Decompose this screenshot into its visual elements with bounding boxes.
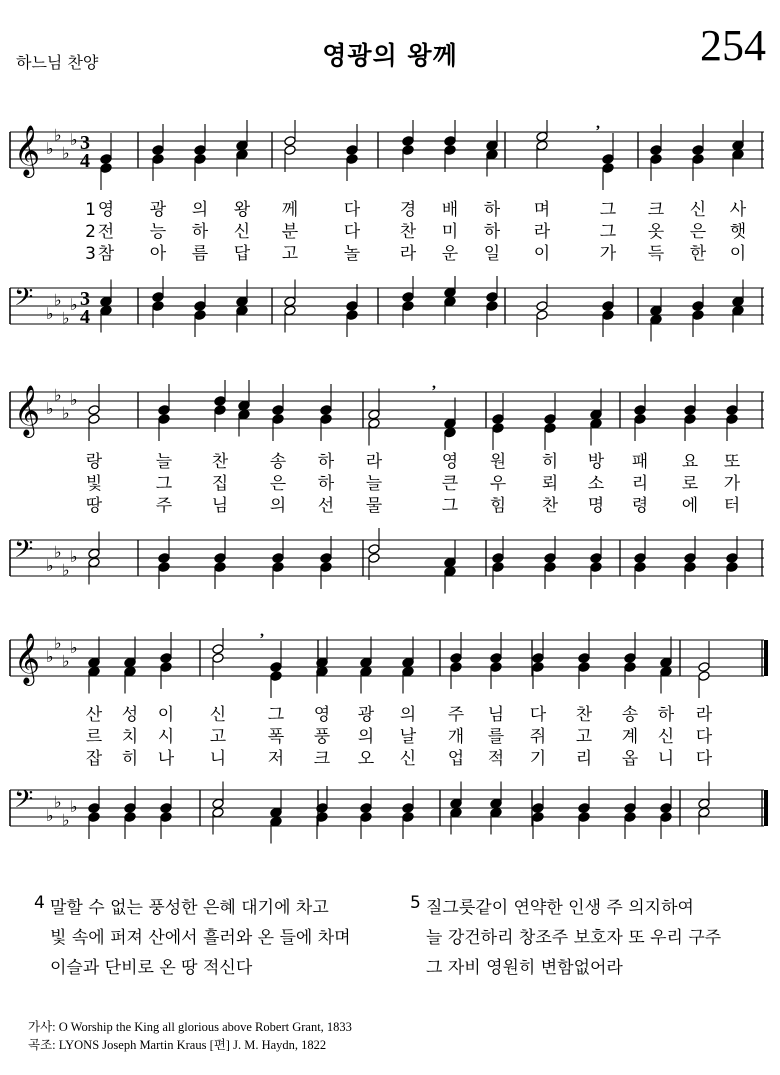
lyric-syllable: 며 [533, 200, 551, 220]
lyric-syllable: 우 [489, 474, 507, 494]
verse-4-number: 4 [34, 893, 45, 913]
lyric-syllable: 가 [723, 474, 741, 494]
lyric-syllable: 의 [399, 705, 417, 725]
lyric-syllable: 나 [157, 749, 175, 769]
note [88, 786, 100, 839]
treble-staff-system-3 [0, 628, 780, 698]
lyric-syllable: 크 [647, 200, 665, 220]
lyrics-system-3-verse-1 [0, 705, 780, 725]
lyric-syllable: 저 [267, 749, 285, 769]
flat-icon: ♭ [70, 797, 78, 816]
note [602, 284, 614, 337]
lyric-syllable: 다 [695, 727, 713, 747]
lyric-syllable: 또 [723, 452, 741, 472]
flat-icon: ♭ [62, 143, 70, 163]
lyric-syllable: 늘 [365, 474, 383, 494]
note [100, 133, 112, 190]
lyric-syllable: 성 [121, 705, 139, 725]
lyric-syllable: 풍 [313, 727, 331, 747]
lyric-syllable: 분 [281, 222, 299, 242]
flat-icon: ♭ [62, 403, 70, 423]
lyric-syllable: 잡 [85, 749, 103, 769]
note [444, 276, 456, 324]
lyric-syllable: 히 [121, 749, 139, 769]
lyric-syllable: 물 [365, 496, 383, 516]
verse-5-line-3: 그 자비 영원히 변함없어라 [426, 958, 623, 978]
verse-5-line-1: 질그릇같이 연약한 인생 주 의지하여 [426, 898, 694, 918]
lyric-syllable: 옷 [647, 222, 665, 242]
lyric-syllable: 배 [441, 200, 459, 220]
lyric-syllable: 미 [441, 222, 459, 242]
lyric-syllable: 오 [357, 749, 375, 769]
lyric-syllable: 송 [621, 705, 639, 725]
note [402, 637, 414, 694]
lyric-syllable: 소 [587, 474, 605, 494]
note [660, 786, 672, 839]
note [214, 536, 226, 589]
note [650, 124, 662, 181]
note [602, 133, 614, 190]
lyric-syllable: 다 [343, 200, 361, 220]
lyric-syllable: 왕 [233, 200, 251, 220]
breath-mark-icon: , [596, 120, 600, 132]
lyric-syllable: 산 [85, 705, 103, 725]
hymn-number: 254 [700, 21, 766, 70]
time-signature-bottom: 4 [80, 306, 90, 328]
lyric-syllable: 하 [191, 222, 209, 242]
time-signature-bottom: 4 [80, 150, 90, 172]
lyric-syllable: 신 [233, 222, 251, 242]
tune-credit: 곡조: LYONS Joseph Martin Kraus [편] J. M. Haydn, 1822 [28, 1038, 327, 1052]
note [578, 786, 590, 839]
lyric-syllable: 령 [631, 496, 649, 516]
note [320, 536, 332, 589]
flat-icon: ♭ [46, 647, 54, 666]
note [346, 124, 358, 181]
lyric-syllable: 원 [489, 452, 507, 472]
bass-staff-system-1 [0, 276, 780, 346]
note [214, 380, 226, 432]
lyric-syllable: 하 [317, 474, 335, 494]
lyric-syllable: 답 [233, 244, 251, 264]
lyric-syllable: 기 [529, 749, 547, 769]
lyric-syllable: 의 [191, 200, 209, 220]
lyric-syllable: 그 [267, 705, 285, 725]
note [590, 389, 602, 446]
note [726, 536, 738, 589]
flat-icon: ♭ [46, 806, 54, 825]
lyric-syllable: 이 [729, 244, 747, 264]
lyric-syllable: 라 [695, 705, 713, 725]
lyric-syllable: 리 [575, 749, 593, 769]
lyrics-system-2-verse-1 [0, 452, 780, 472]
note [160, 786, 172, 839]
lyric-syllable: 치 [121, 727, 139, 747]
lyric-syllable: 주 [447, 705, 465, 725]
note [402, 276, 414, 328]
treble-clef-icon: 𝄞 [14, 633, 41, 684]
lyric-syllable: 하 [483, 222, 501, 242]
bass-staff-system-3 [0, 778, 780, 848]
note [660, 637, 672, 694]
flat-icon: ♭ [54, 792, 62, 812]
lyric-syllable: 크 [313, 749, 331, 769]
lyric-syllable: 라 [365, 452, 383, 472]
hymn-category: 하느님 찬양 [16, 53, 99, 72]
note [360, 786, 372, 839]
flat-icon: ♭ [54, 633, 62, 653]
lyric-syllable: 이 [157, 705, 175, 725]
lyric-syllable: 르 [85, 727, 103, 747]
lyric-syllable: 고 [209, 727, 227, 747]
note [152, 276, 164, 328]
lyric-syllable: 그 [599, 200, 617, 220]
lyric-syllable: 전 [97, 222, 115, 242]
lyric-syllable: 업 [447, 749, 465, 769]
lyric-syllable: 득 [647, 244, 665, 264]
lyric-syllable: 능 [149, 222, 167, 242]
note [536, 120, 548, 168]
lyric-syllable: 신 [209, 705, 227, 725]
lyric-syllable: 한 [689, 244, 707, 264]
note [402, 120, 414, 172]
note [624, 786, 636, 839]
note [532, 786, 544, 839]
bass-clef-icon: 𝄢 [14, 283, 34, 318]
lyric-syllable: 은 [689, 222, 707, 242]
lyric-syllable: 선 [317, 496, 335, 516]
note [634, 536, 646, 589]
hymn-title: 영광의 왕께 [322, 41, 458, 70]
note [368, 528, 380, 580]
note [692, 284, 704, 337]
treble-clef-icon: 𝄞 [14, 385, 41, 436]
lyric-syllable: 터 [723, 496, 741, 516]
lyric-syllable: 라 [533, 222, 551, 242]
note [684, 536, 696, 589]
lyric-syllable: 명 [587, 496, 605, 516]
lyric-syllable: 옵 [621, 749, 639, 769]
lyric-syllable: 찬 [399, 222, 417, 242]
flat-icon: ♭ [70, 390, 78, 409]
lyric-syllable: 하 [657, 705, 675, 725]
note [152, 124, 164, 181]
note [536, 284, 548, 337]
lyric-syllable: 가 [599, 244, 617, 264]
lyric-syllable: 그 [155, 474, 173, 494]
verse-number: 2 [85, 222, 96, 242]
time-signature-top: 3 [80, 132, 90, 154]
note [360, 637, 372, 694]
lyric-syllable: 니 [657, 749, 675, 769]
lyric-syllable: 라 [399, 244, 417, 264]
treble-clef-icon: 𝄞 [14, 125, 41, 176]
lyric-syllable: 님 [211, 496, 229, 516]
lyric-syllable: 그 [441, 496, 459, 516]
note [444, 120, 456, 172]
verse-4-line-1: 말할 수 없는 풍성한 은혜 대기에 차고 [50, 898, 329, 918]
lyric-syllable: 요 [681, 452, 699, 472]
flat-icon: ♭ [62, 560, 70, 580]
lyric-syllable: 힘 [489, 496, 507, 516]
note [544, 536, 556, 589]
verse-5-line-2: 늘 강건하리 창조주 보호자 또 우리 구주 [426, 928, 722, 948]
bass-clef-icon: 𝄢 [14, 785, 34, 820]
lyrics-system-1-verse-3 [0, 244, 780, 264]
lyrics-system-2-verse-3 [0, 496, 780, 516]
lyric-syllable: 랑 [85, 452, 103, 472]
lyric-syllable: 님 [487, 705, 505, 725]
verse-5-number: 5 [410, 893, 421, 913]
lyric-syllable: 찬 [211, 452, 229, 472]
lyric-syllable: 빛 [85, 474, 103, 494]
lyric-syllable: 은 [269, 474, 287, 494]
lyric-syllable: 햇 [729, 222, 747, 242]
flat-icon: ♭ [54, 385, 62, 405]
lyric-syllable: 영 [313, 705, 331, 725]
lyric-syllable: 시 [157, 727, 175, 747]
note [590, 536, 602, 589]
breath-mark-icon: , [432, 380, 436, 392]
note [194, 284, 206, 337]
lyric-syllable: 리 [631, 474, 649, 494]
lyric-syllable: 아 [149, 244, 167, 264]
lyric-syllable: 찬 [541, 496, 559, 516]
lyric-syllable: 쥐 [529, 727, 547, 747]
lyric-syllable: 참 [97, 244, 115, 264]
lyric-syllable: 운 [441, 244, 459, 264]
flat-icon: ♭ [46, 399, 54, 418]
staff-lines [10, 540, 764, 576]
lyric-syllable: 다 [343, 222, 361, 242]
note [124, 786, 136, 839]
flat-icon: ♭ [46, 139, 54, 158]
lyric-syllable: 하 [317, 452, 335, 472]
lyric-syllable: 뢰 [541, 474, 559, 494]
verse-4-line-2: 빛 속에 퍼져 산에서 흘러와 온 들에 차며 [50, 928, 351, 948]
lyric-syllable: 날 [399, 727, 417, 747]
treble-staff-system-1 [0, 120, 780, 190]
lyric-syllable: 계 [621, 727, 639, 747]
lyric-syllable: 개 [447, 727, 465, 747]
lyric-syllable: 늘 [155, 452, 173, 472]
note [284, 120, 296, 172]
lyric-syllable: 니 [209, 749, 227, 769]
lyric-syllable: 하 [483, 200, 501, 220]
flat-icon: ♭ [54, 542, 62, 562]
lyrics-system-3-verse-3 [0, 749, 780, 769]
lyric-syllable: 름 [191, 244, 209, 264]
lyric-syllable: 광 [357, 705, 375, 725]
lyric-syllable: 신 [689, 200, 707, 220]
lyric-syllable: 송 [269, 452, 287, 472]
lyric-syllable: 에 [681, 496, 699, 516]
flat-icon: ♭ [70, 547, 78, 566]
lyric-syllable: 경 [399, 200, 417, 220]
note [444, 398, 456, 451]
verse-4-line-3: 이슬과 단비로 온 땅 적신다 [50, 958, 253, 978]
note [346, 284, 358, 337]
flat-icon: ♭ [70, 638, 78, 657]
flat-icon: ♭ [54, 125, 62, 145]
lyrics-credit: 가사: O Worship the King all glorious above Robert Grant, 1833 [28, 1020, 352, 1034]
lyric-syllable: 의 [269, 496, 287, 516]
lyrics-system-1-verse-2 [0, 222, 780, 242]
lyric-syllable: 신 [657, 727, 675, 747]
note [194, 124, 206, 181]
verse-number: 3 [85, 244, 96, 264]
lyric-syllable: 다 [695, 749, 713, 769]
flat-icon: ♭ [70, 130, 78, 149]
staff-lines [10, 640, 764, 676]
note [124, 637, 136, 694]
lyric-syllable: 의 [357, 727, 375, 747]
lyric-syllable: 찬 [575, 705, 593, 725]
lyric-syllable: 로 [681, 474, 699, 494]
breath-mark-icon: , [260, 628, 264, 640]
flat-icon: ♭ [62, 810, 70, 830]
lyrics-system-2-verse-2 [0, 474, 780, 494]
lyric-syllable: 일 [483, 244, 501, 264]
lyric-syllable: 신 [399, 749, 417, 769]
note [692, 124, 704, 181]
note [486, 276, 498, 328]
lyric-syllable: 영 [97, 200, 115, 220]
time-signature-top: 3 [80, 288, 90, 310]
staff-lines [10, 392, 764, 428]
note [402, 786, 414, 839]
flat-icon: ♭ [70, 295, 78, 314]
lyric-syllable: 께 [281, 200, 299, 220]
note [212, 628, 224, 680]
lyric-syllable: 고 [575, 727, 593, 747]
lyrics-system-3-verse-2 [0, 727, 780, 747]
note [368, 389, 380, 446]
note [88, 637, 100, 694]
lyric-syllable: 폭 [267, 727, 285, 747]
lyric-syllable: 땅 [85, 496, 103, 516]
flat-icon: ♭ [62, 308, 70, 328]
note [492, 536, 504, 589]
lyric-syllable: 히 [541, 452, 559, 472]
flat-icon: ♭ [46, 556, 54, 575]
staff-lines [10, 790, 764, 826]
lyrics-system-1-verse-1 [0, 200, 780, 220]
lyric-syllable: 주 [155, 496, 173, 516]
bass-staff-system-2 [0, 528, 780, 598]
note [158, 536, 170, 589]
lyric-syllable: 집 [211, 474, 229, 494]
treble-staff-system-2 [0, 380, 780, 450]
lyric-syllable: 광 [149, 200, 167, 220]
lyric-syllable: 다 [529, 705, 547, 725]
lyric-syllable: 큰 [441, 474, 459, 494]
note [272, 536, 284, 589]
lyric-syllable: 놀 [343, 244, 361, 264]
lyric-syllable: 적 [487, 749, 505, 769]
lyric-syllable: 고 [281, 244, 299, 264]
bass-clef-icon: 𝄢 [14, 535, 34, 570]
flat-icon: ♭ [62, 651, 70, 671]
flat-icon: ♭ [54, 290, 62, 310]
lyric-syllable: 이 [533, 244, 551, 264]
flat-icon: ♭ [46, 304, 54, 323]
lyric-syllable: 방 [587, 452, 605, 472]
lyric-syllable: 사 [729, 200, 747, 220]
lyric-syllable: 패 [631, 452, 649, 472]
verse-number: 1 [85, 200, 96, 220]
lyric-syllable: 그 [599, 222, 617, 242]
lyric-syllable: 를 [487, 727, 505, 747]
lyric-syllable: 영 [441, 452, 459, 472]
